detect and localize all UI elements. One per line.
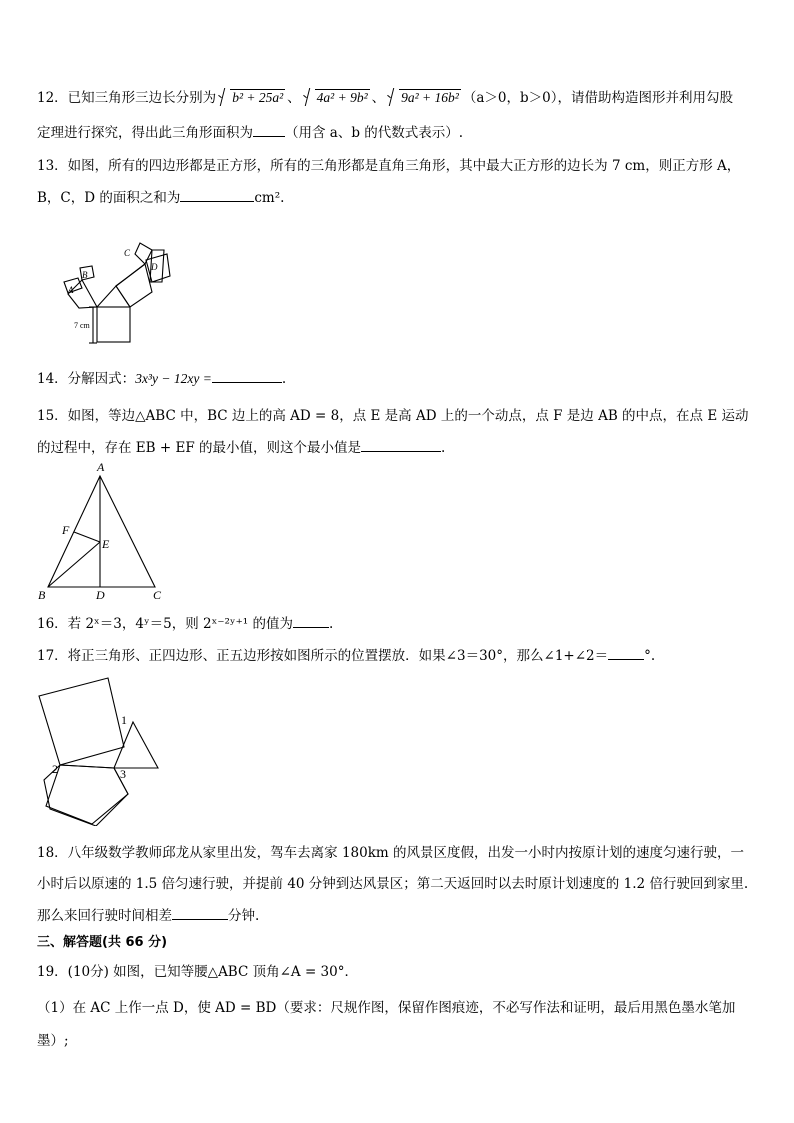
q14-answer-blank[interactable] bbox=[212, 368, 282, 383]
q18-line1: 18．八年级数学教师邱龙从家里出发，驾车去离家 180km 的风景区度假，出发一小时内按原计划的速度匀速行驶，一 bbox=[37, 845, 745, 861]
q19-sub1-line1: （1）在 AC 上作一点 D，使 AD = BD（要求：尺规作图，保留作图痕迹，不必写作法和证明，最后用黑色墨水笔加 bbox=[37, 1000, 736, 1016]
q15-label-e: E bbox=[102, 537, 110, 551]
q12-line1: 12．已知三角形三边长分别为 b² + 25a² 、 4a² + 9b² 、 9a² + 16b² （a＞0，b＞0），请借助构造图形并利用勾股 bbox=[37, 90, 733, 106]
q17-angle-3: 3 bbox=[120, 767, 126, 781]
q15-line1: 15．如图，等边△ABC 中，BC 边上的高 AD = 8，点 E 是高 AD 上的一个动点，点 F 是边 AB 的中点，在点 E 运动 bbox=[37, 408, 749, 424]
q12-radical-2 bbox=[303, 88, 370, 108]
q13-length-label: 7 cm bbox=[74, 321, 90, 330]
q12-condition: （a＞0，b＞0），请借助构造图形并利用勾股 bbox=[462, 90, 733, 106]
q14-expression: 3x³y − 12xy = bbox=[135, 371, 212, 386]
q18-line3: 那么来回行驶时间相差 分钟. bbox=[37, 905, 259, 926]
q12-prefix: 12．已知三角形三边长分别为 bbox=[37, 90, 217, 106]
q13-answer-blank[interactable] bbox=[180, 187, 254, 202]
q16-line: 16．若 2ˣ＝3，4ʸ＝5，则 2ˣ⁻²ʸ⁺¹ 的值为 . bbox=[37, 613, 333, 634]
q13-figure bbox=[52, 236, 192, 351]
q12-radicand-2: 4a² + 9b² bbox=[316, 90, 368, 105]
q18-line2: 小时后以原速的 1.5 倍匀速行驶，并提前 40 分钟到达风景区；第二天返回时以去时原计划速度的 1.2 倍行驶回到家里. bbox=[37, 876, 749, 892]
q17-answer-blank[interactable] bbox=[608, 645, 644, 660]
q12-radicand-1: b² + 25a² bbox=[232, 90, 284, 105]
q13-label-c: C bbox=[124, 248, 131, 258]
q13-label-b: B bbox=[82, 270, 88, 280]
q18-answer-blank[interactable] bbox=[172, 905, 228, 920]
q17-angle-1: 1 bbox=[121, 713, 127, 727]
q15-label-a: A bbox=[97, 460, 105, 474]
q15-answer-blank[interactable] bbox=[361, 437, 441, 452]
q19-sub1-line2: 墨）; bbox=[37, 1033, 69, 1049]
q12-radicand-3: 9a² + 16b² bbox=[401, 90, 459, 105]
q17-line: 17．将正三角形、正四边形、正五边形按如图所示的位置摆放．如果∠3＝30°，那么∠1+∠2＝ °. bbox=[37, 645, 655, 666]
q12-answer-blank[interactable] bbox=[253, 122, 285, 137]
q13-label-d: D bbox=[151, 262, 158, 272]
q15-figure bbox=[35, 460, 175, 605]
q16-answer-blank[interactable] bbox=[293, 613, 329, 628]
q19-line1: 19．(10分) 如图，已知等腰△ABC 顶角∠A = 30°． bbox=[37, 964, 358, 980]
q15-label-c: C bbox=[153, 588, 162, 602]
q17-figure bbox=[36, 676, 176, 826]
q17-angle-2: 2 bbox=[52, 762, 58, 776]
q13-line1: 13．如图，所有的四边形都是正方形，所有的三角形都是直角三角形，其中最大正方形的边长为 7 cm，则正方形 A， bbox=[37, 158, 741, 174]
q15-label-d: D bbox=[96, 588, 105, 602]
q12-line2: 定理进行探究，得出此三角形面积为 （用含 a、b 的代数式表示）. bbox=[37, 122, 463, 143]
q15-label-b: B bbox=[38, 588, 46, 602]
q14-line: 14．分解因式：3x³y − 12xy = . bbox=[37, 368, 286, 389]
q12-radical-1 bbox=[218, 88, 285, 108]
q15-label-f: F bbox=[62, 523, 70, 537]
section-heading: 三、解答题(共 66 分) bbox=[37, 935, 168, 950]
q13-line2: B，C，D 的面积之和为 cm². bbox=[37, 187, 284, 208]
q12-radical-3 bbox=[387, 88, 461, 108]
q15-line2: 的过程中，存在 EB + EF 的最小值，则这个最小值是 . bbox=[37, 437, 445, 458]
q13-label-a: A bbox=[68, 285, 74, 295]
